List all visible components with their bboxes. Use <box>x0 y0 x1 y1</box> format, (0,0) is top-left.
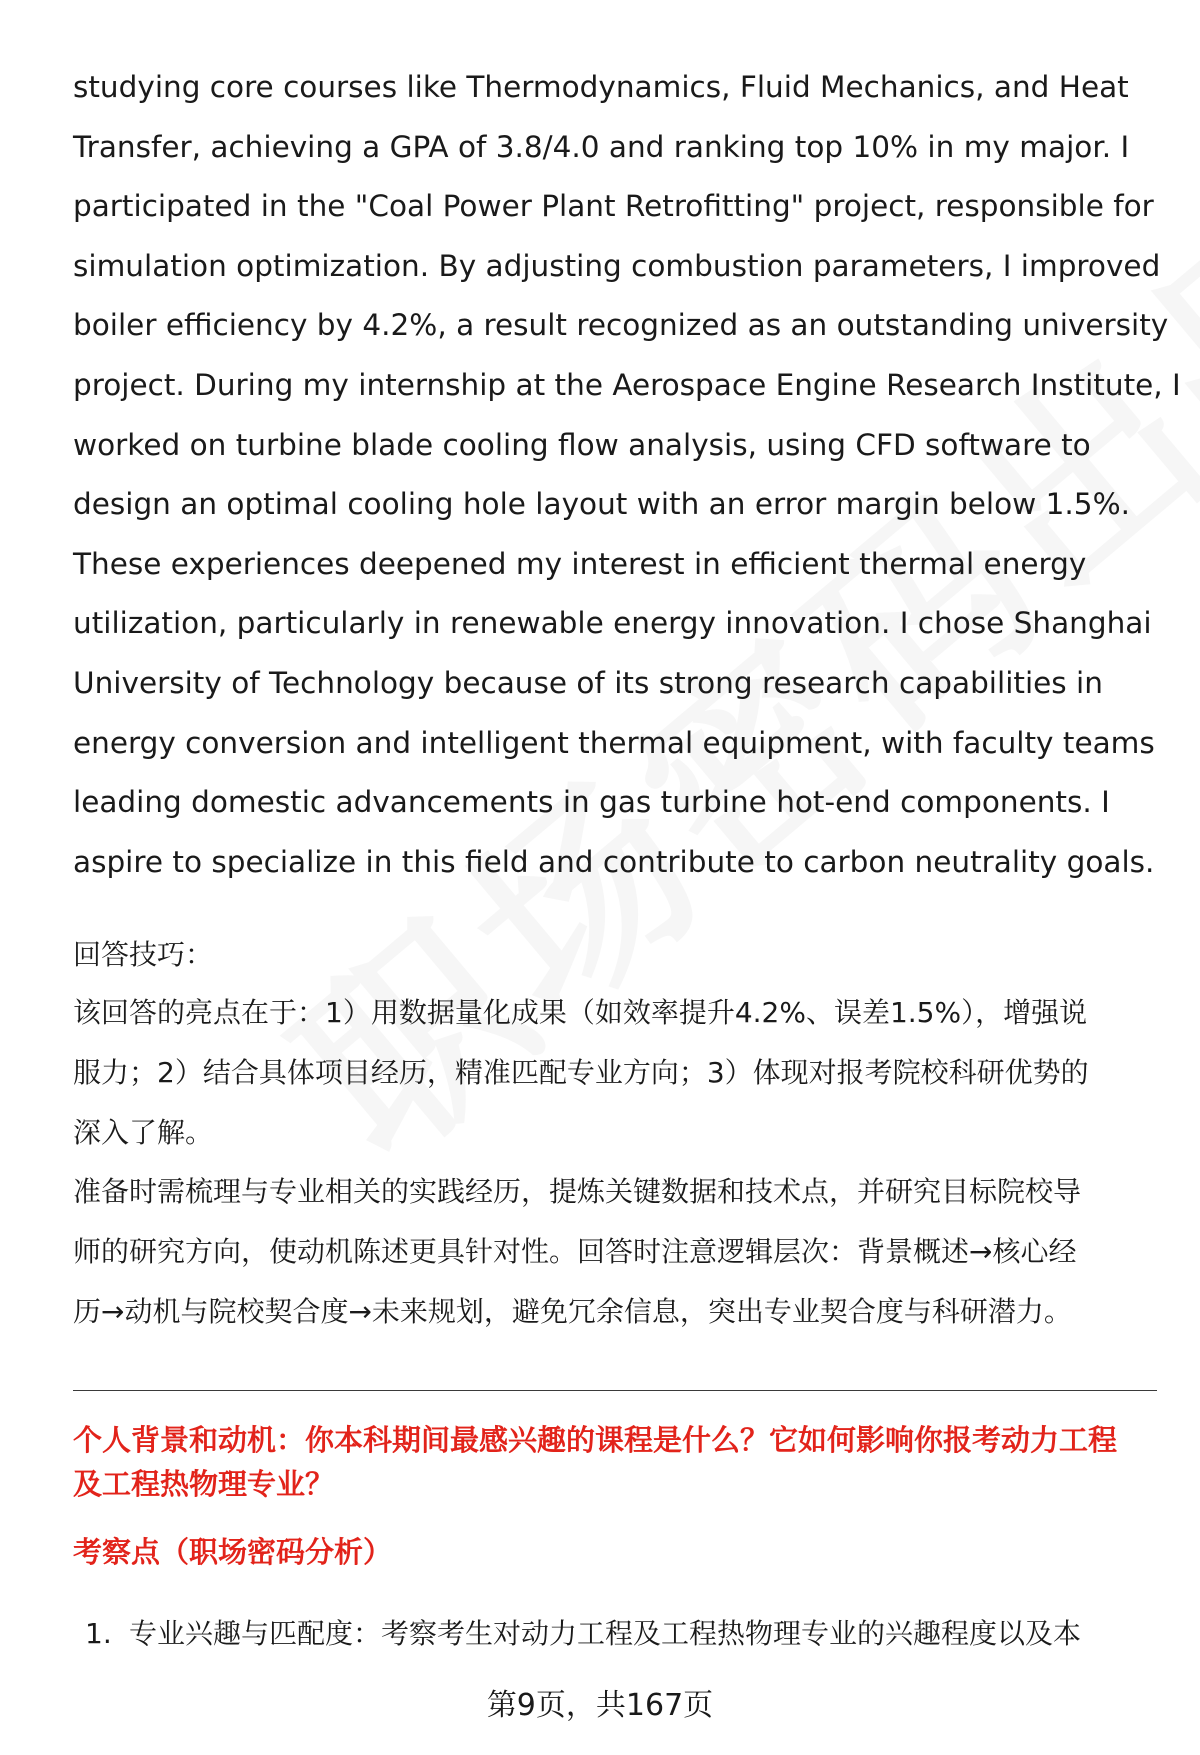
tips-line: 深入了解。 <box>73 1116 214 1149</box>
answer-paragraph <box>73 58 1181 892</box>
answer-line: energy conversion and intelligent thermal equipment, with faculty teams <box>73 725 1155 760</box>
tips-line: 师的研究方向，使动机陈述更具针对性。回答时注意逻辑层次：背景概述→核心经 <box>73 1235 1077 1268</box>
tips-line: 历→动机与院校契合度→未来规划，避免冗余信息，突出专业契合度与科研潜力。 <box>73 1295 1072 1328</box>
tips-line: 该回答的亮点在于：1）用数据量化成果（如效率提升4.2%、误差1.5%），增强说 <box>73 996 1088 1029</box>
list-item <box>85 1612 1081 1652</box>
answer-line: project. During my internship at the Aerospace Engine Research Institute, I <box>73 367 1181 402</box>
answer-line: boiler efficiency by 4.2%, a result recognized as an outstanding university <box>73 308 1169 343</box>
answer-line: worked on turbine blade cooling flow analysis, using CFD software to <box>73 427 1091 462</box>
question-heading <box>73 1418 1163 1506</box>
question-heading-line: 及工程热物理专业？ <box>73 1467 335 1501</box>
answer-line: participated in the "Coal Power Plant Retrofitting" project, responsible for <box>73 189 1154 224</box>
question-heading-line: 个人背景和动机：你本科期间最感兴趣的课程是什么？它如何影响你报考动力工程 <box>73 1423 1118 1457</box>
tips-paragraph-preparation <box>73 1162 1153 1342</box>
list-item-text: 专业兴趣与匹配度：考察考生对动力工程及工程热物理专业的兴趣程度以及本 <box>129 1617 1082 1650</box>
list-item-number: 1. <box>85 1617 112 1650</box>
answer-line: leading domestic advancements in gas turbine hot-end components. I <box>73 785 1110 820</box>
answer-line: Transfer, achieving a GPA of 3.8/4.0 and ranking top 10% in my major. I <box>73 129 1130 164</box>
tips-paragraph-highlights <box>73 983 1153 1163</box>
answer-line: utilization, particularly in renewable energy innovation. I chose Shanghai <box>73 606 1152 641</box>
section-divider <box>73 1390 1157 1391</box>
answer-line: design an optimal cooling hole layout with an error margin below 1.5%. <box>73 487 1130 522</box>
answer-line: studying core courses like Thermodynamics, Fluid Mechanics, and Heat <box>73 70 1129 104</box>
answer-line: University of Technology because of its strong research capabilities in <box>73 665 1103 700</box>
answer-line: These experiences deepened my interest in efficient thermal energy <box>73 546 1087 581</box>
answer-line: simulation optimization. By adjusting combustion parameters, I improved <box>73 248 1161 283</box>
answer-line: aspire to specialize in this field and contribute to carbon neutrality goals. <box>73 844 1155 879</box>
page-number: 第9页，共167页 <box>486 1688 714 1723</box>
assessment-points-heading: 考察点（职场密码分析） <box>73 1535 393 1569</box>
tips-line: 服力；2）结合具体项目经历，精准匹配专业方向；3）体现对报考院校科研优势的 <box>73 1056 1089 1089</box>
tips-title: 回答技巧： <box>73 938 214 971</box>
tips-line: 准备时需梳理与专业相关的实践经历，提炼关键数据和技术点，并研究目标院校导 <box>73 1175 1082 1208</box>
